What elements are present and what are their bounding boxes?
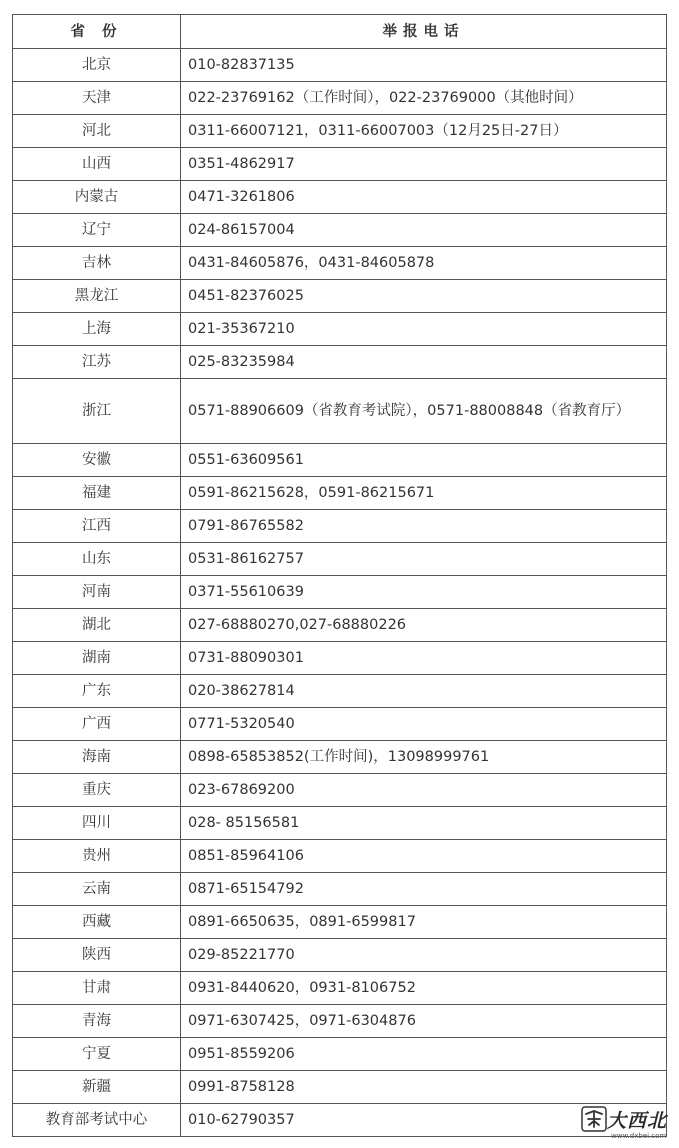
phone-cell: 0351-4862917 (181, 148, 667, 181)
phone-cell: 025-83235984 (181, 346, 667, 379)
table-row (13, 1005, 667, 1038)
province-column-header: 省 份 (13, 15, 181, 49)
table-row (13, 774, 667, 807)
table-row (13, 247, 667, 280)
province-cell: 宁夏 (13, 1038, 181, 1071)
watermark-url: www.dxbei.com (611, 1132, 667, 1140)
phone-cell: 0898-65853852(工作时间)，13098999761 (181, 741, 667, 774)
province-cell: 河北 (13, 115, 181, 148)
phone-cell: 0551-63609561 (181, 444, 667, 477)
table-row (13, 642, 667, 675)
province-cell: 湖北 (13, 609, 181, 642)
phone-cell: 0931-8440620，0931-8106752 (181, 972, 667, 1005)
province-cell: 甘肃 (13, 972, 181, 1005)
phone-cell: 0571-88906609（省教育考试院），0571-88008848（省教育厅） (181, 379, 667, 444)
dxbei-logo-icon (581, 1106, 607, 1132)
table-row (13, 576, 667, 609)
table-row (13, 840, 667, 873)
phone-cell: 024-86157004 (181, 214, 667, 247)
hotline-table (12, 14, 667, 1137)
table-row (13, 708, 667, 741)
province-cell: 上海 (13, 313, 181, 346)
province-cell: 云南 (13, 873, 181, 906)
province-cell: 安徽 (13, 444, 181, 477)
phone-cell: 021-35367210 (181, 313, 667, 346)
province-cell: 四川 (13, 807, 181, 840)
table-row (13, 181, 667, 214)
phone-cell: 0871-65154792 (181, 873, 667, 906)
province-cell: 福建 (13, 477, 181, 510)
table-row (13, 873, 667, 906)
table-row (13, 543, 667, 576)
phone-cell: 0311-66007121，0311-66007003（12月25日-27日） (181, 115, 667, 148)
table-row (13, 82, 667, 115)
table-row (13, 214, 667, 247)
phone-cell: 010-82837135 (181, 49, 667, 82)
province-cell: 教育部考试中心 (13, 1104, 181, 1137)
province-cell: 天津 (13, 82, 181, 115)
province-cell: 新疆 (13, 1071, 181, 1104)
phone-cell: 022-23769162（工作时间），022-23769000（其他时间） (181, 82, 667, 115)
phone-cell: 0791-86765582 (181, 510, 667, 543)
province-cell: 广东 (13, 675, 181, 708)
table-body (13, 49, 667, 1137)
phone-cell: 028- 85156581 (181, 807, 667, 840)
phone-cell: 010-62790357 (181, 1104, 667, 1137)
province-cell: 青海 (13, 1005, 181, 1038)
table-row (13, 741, 667, 774)
province-cell: 北京 (13, 49, 181, 82)
phone-cell: 0771-5320540 (181, 708, 667, 741)
table-header-row (13, 15, 667, 49)
table-row (13, 609, 667, 642)
table-row (13, 1104, 667, 1137)
watermark-logo-text: 大西北 (607, 1110, 668, 1132)
phone-cell: 0851-85964106 (181, 840, 667, 873)
province-cell: 山东 (13, 543, 181, 576)
table-row (13, 313, 667, 346)
phone-cell: 0971-6307425，0971-6304876 (181, 1005, 667, 1038)
table-row (13, 346, 667, 379)
province-cell: 江西 (13, 510, 181, 543)
province-cell: 贵州 (13, 840, 181, 873)
phone-cell: 0891-6650635，0891-6599817 (181, 906, 667, 939)
province-cell: 内蒙古 (13, 181, 181, 214)
phone-cell: 0731-88090301 (181, 642, 667, 675)
table-row (13, 49, 667, 82)
table-row (13, 510, 667, 543)
phone-cell: 0471-3261806 (181, 181, 667, 214)
phone-cell: 0451-82376025 (181, 280, 667, 313)
phone-cell: 029-85221770 (181, 939, 667, 972)
table-row (13, 675, 667, 708)
site-watermark (581, 1104, 673, 1144)
phone-cell: 0951-8559206 (181, 1038, 667, 1071)
phone-cell: 027-68880270,027-68880226 (181, 609, 667, 642)
table-row (13, 477, 667, 510)
province-cell: 江苏 (13, 346, 181, 379)
phone-cell: 020-38627814 (181, 675, 667, 708)
province-cell: 河南 (13, 576, 181, 609)
table-row (13, 115, 667, 148)
province-cell: 湖南 (13, 642, 181, 675)
phone-cell: 0991-8758128 (181, 1071, 667, 1104)
province-cell: 黑龙江 (13, 280, 181, 313)
province-cell: 吉林 (13, 247, 181, 280)
province-cell: 西藏 (13, 906, 181, 939)
province-cell: 海南 (13, 741, 181, 774)
table-row (13, 939, 667, 972)
table-row (13, 444, 667, 477)
province-cell: 广西 (13, 708, 181, 741)
province-cell: 辽宁 (13, 214, 181, 247)
province-cell: 重庆 (13, 774, 181, 807)
table-row (13, 1038, 667, 1071)
province-cell: 陕西 (13, 939, 181, 972)
table-row (13, 972, 667, 1005)
table-row (13, 906, 667, 939)
phone-cell: 0371-55610639 (181, 576, 667, 609)
table-row (13, 379, 667, 444)
table-row (13, 148, 667, 181)
phone-cell: 0531-86162757 (181, 543, 667, 576)
table-row (13, 807, 667, 840)
table-row (13, 1071, 667, 1104)
phone-cell: 023-67869200 (181, 774, 667, 807)
phone-cell: 0591-86215628，0591-86215671 (181, 477, 667, 510)
phone-column-header: 举报电话 (181, 15, 667, 49)
province-cell: 山西 (13, 148, 181, 181)
table-row (13, 280, 667, 313)
province-cell: 浙江 (13, 379, 181, 444)
phone-cell: 0431-84605876，0431-84605878 (181, 247, 667, 280)
